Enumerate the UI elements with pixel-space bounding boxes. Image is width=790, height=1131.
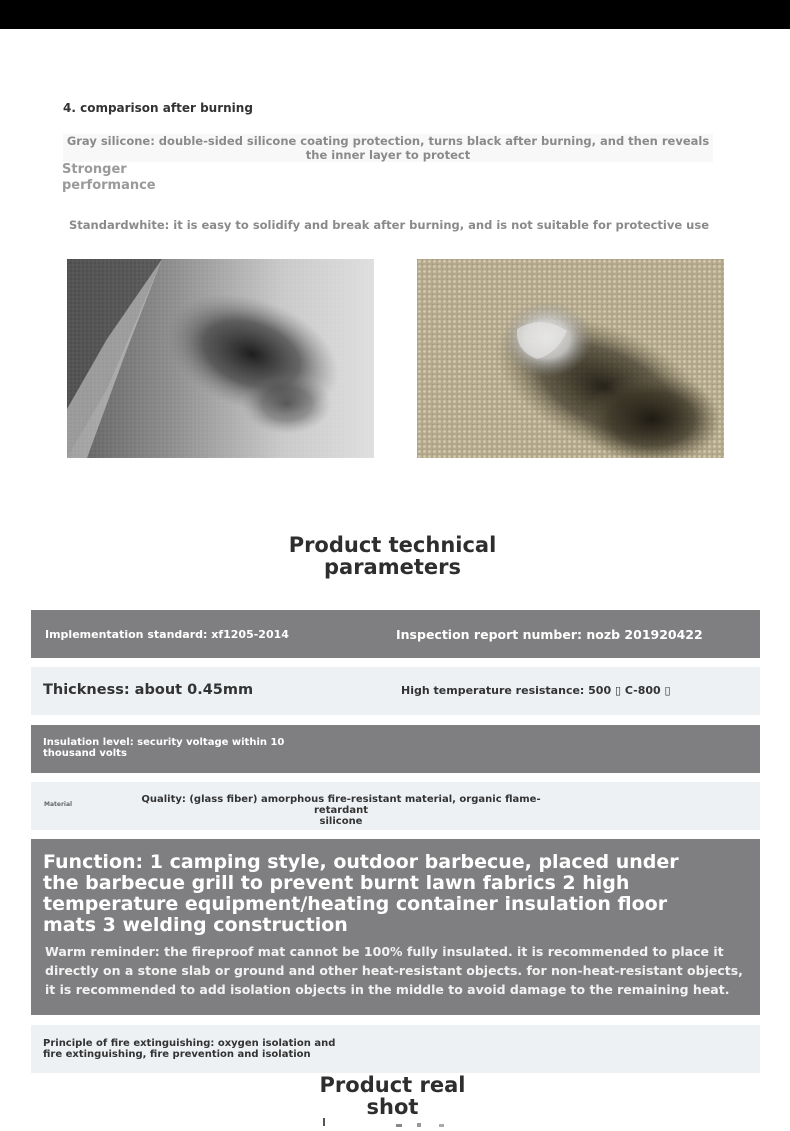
standard-row bbox=[31, 610, 760, 658]
standard-white-burn-photo bbox=[417, 259, 724, 458]
insulation-row bbox=[31, 725, 760, 773]
insulation-line-2: thousand volts bbox=[43, 748, 127, 759]
stronger-line-1: Stronger bbox=[62, 162, 127, 177]
fire-extinguishing-principle bbox=[43, 1038, 335, 1060]
principle-line-1: Principle of fire extinguishing: oxygen isolation and bbox=[43, 1038, 336, 1049]
reminder-line-2: directly on a stone slab or ground and other heat-resistant objects. for non-heat-resistant objects, bbox=[45, 963, 743, 978]
gray-silicone-burn-photo bbox=[67, 259, 374, 458]
function-line-3: temperature equipment/heating container insulation floor bbox=[43, 893, 668, 915]
function-line-2: the barbecue grill to prevent burnt lawn fabrics 2 high bbox=[43, 872, 630, 894]
function-row bbox=[31, 839, 760, 1015]
reminder-line-3: it is recommended to add isolation objects in the middle to avoid damage to the remaining heat. bbox=[45, 982, 730, 997]
high-temperature-resistance: High temperature resistance: 500 ▯ C-800 ▯ bbox=[401, 684, 671, 697]
implementation-standard: Implementation standard: xf1205-2014 bbox=[45, 628, 289, 641]
quality-line-1: Quality: (glass fiber) amorphous fire-resistant material, organic flame-retardant bbox=[141, 794, 541, 816]
function-text bbox=[43, 852, 679, 936]
gray-silicone-note bbox=[63, 134, 713, 162]
standard-white-note: Standardwhite: it is easy to solidify and break after burning, and is not suitable for protective use bbox=[69, 218, 710, 232]
thickness-row bbox=[31, 667, 760, 715]
comparison-heading: 4. comparison after burning bbox=[63, 101, 253, 115]
real-shot-line-2: shot bbox=[366, 1095, 419, 1119]
thickness-value: Thickness: about 0.45mm bbox=[43, 682, 254, 698]
top-black-bar bbox=[0, 0, 790, 29]
principle-row bbox=[31, 1025, 760, 1073]
standard-white-burn-image bbox=[417, 259, 724, 458]
material-quality bbox=[116, 794, 566, 827]
real-shot-line-1: Product real bbox=[319, 1073, 466, 1097]
insulation-level bbox=[43, 737, 284, 759]
technical-title-line-1: Product technical bbox=[288, 533, 497, 557]
gray-silicone-text: Gray silicone: double-sided silicone coating protection, turns black after burning, and then reveals the inner layer to protect bbox=[66, 134, 710, 162]
material-row bbox=[31, 782, 760, 830]
quality-line-2: silicone bbox=[319, 816, 363, 827]
cropped-photo-edge bbox=[321, 1112, 471, 1124]
stronger-performance-label bbox=[62, 162, 156, 194]
gray-silicone-burn-image bbox=[67, 259, 374, 458]
reminder-line-1: Warm reminder: the fireproof mat cannot be 100% fully insulated. it is recommended to place it bbox=[45, 944, 724, 959]
material-label: Material bbox=[44, 801, 73, 808]
insulation-line-1: Insulation level: security voltage within 10 bbox=[43, 737, 285, 748]
technical-parameters-title bbox=[270, 534, 515, 578]
inspection-report-number: Inspection report number: nozb 201920422 bbox=[396, 627, 703, 642]
technical-title-line-2: parameters bbox=[324, 555, 461, 579]
function-line-1: Function: 1 camping style, outdoor barbecue, placed under bbox=[43, 851, 679, 873]
warm-reminder bbox=[45, 942, 743, 999]
cropped-photo-marks bbox=[321, 1115, 471, 1127]
function-line-4: mats 3 welding construction bbox=[43, 914, 348, 936]
principle-line-2: fire extinguishing, fire prevention and isolation bbox=[43, 1049, 311, 1060]
stronger-line-2: performance bbox=[62, 178, 156, 193]
